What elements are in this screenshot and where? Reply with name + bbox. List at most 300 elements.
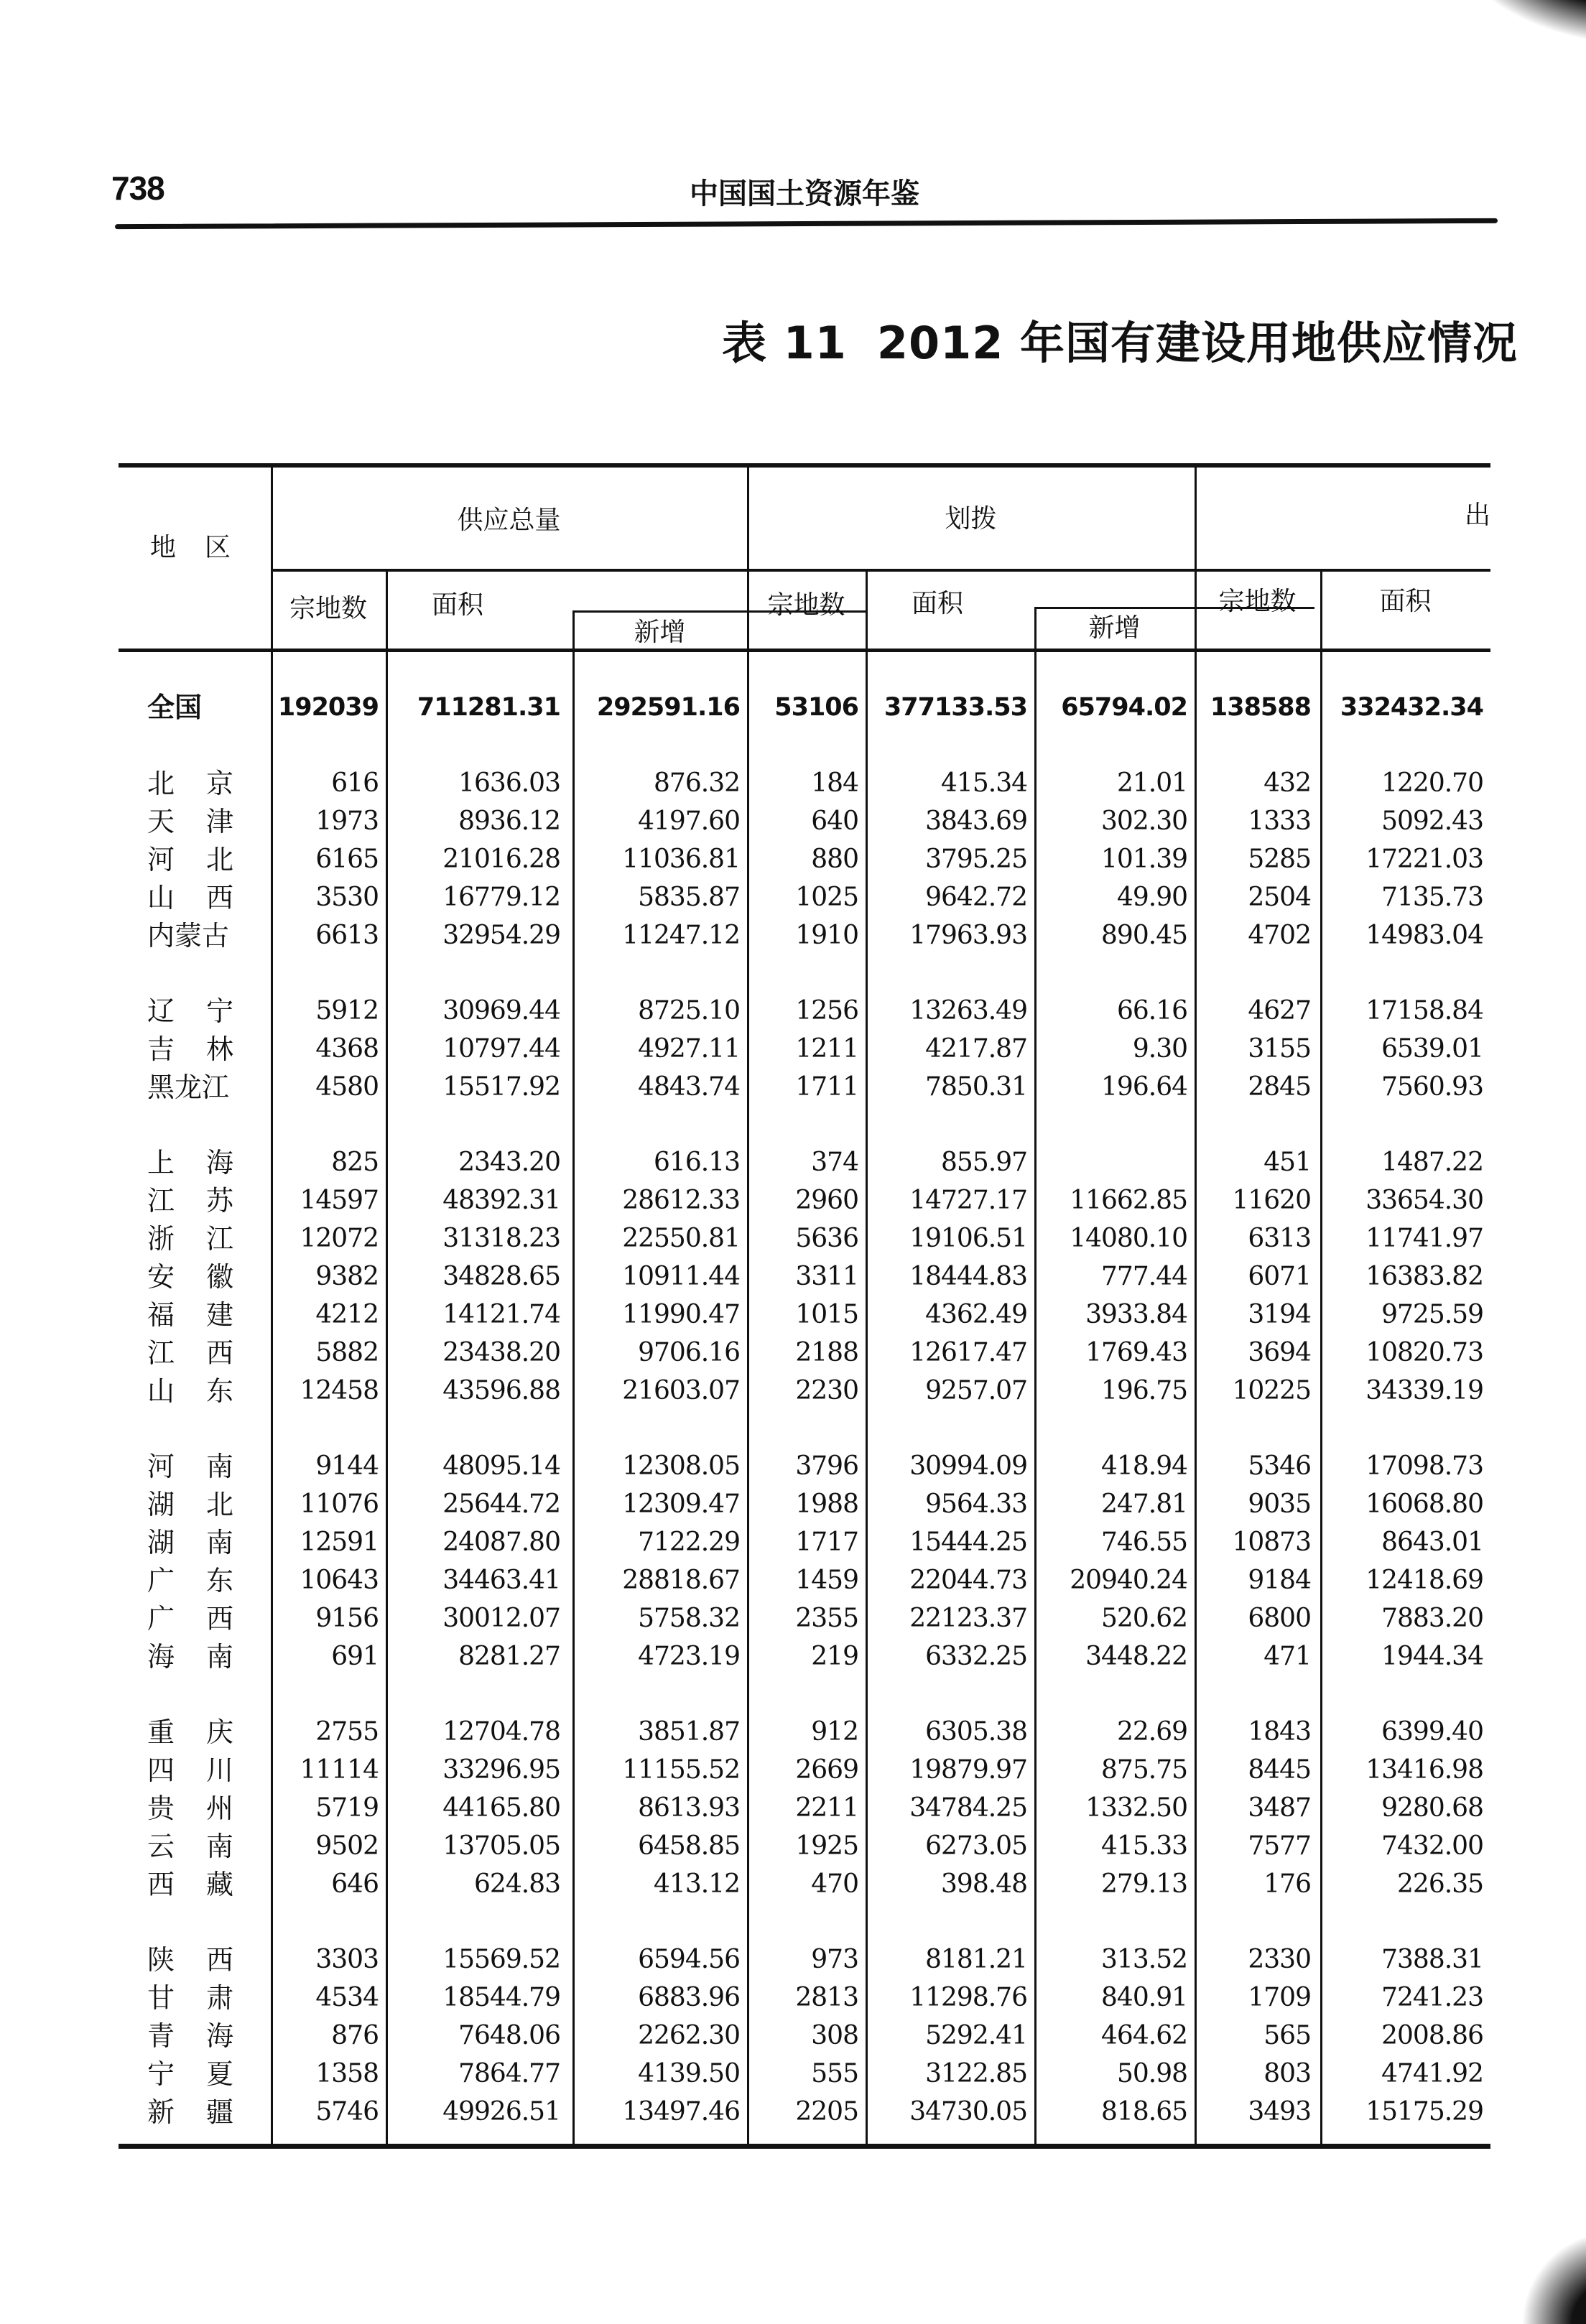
cell-transfer-parcels: 4627 bbox=[1248, 996, 1311, 1026]
region-column-header: 地区 bbox=[149, 533, 259, 562]
cell-allocation-new: 279.13 bbox=[1101, 1869, 1187, 1899]
cell-allocation-new: 3933.84 bbox=[1085, 1300, 1187, 1329]
cell-total-new: 6883.96 bbox=[638, 1983, 740, 2012]
cell-allocation-area: 4217.87 bbox=[925, 1034, 1027, 1064]
cell-transfer-parcels: 3155 bbox=[1248, 1034, 1311, 1064]
cell-transfer-parcels: 6071 bbox=[1248, 1262, 1311, 1291]
cell-allocation-parcels: 53106 bbox=[774, 693, 858, 722]
cell-total-area: 30969.44 bbox=[442, 996, 560, 1026]
cell-allocation-new: 247.81 bbox=[1101, 1489, 1187, 1519]
cell-total-area: 7864.77 bbox=[458, 2059, 560, 2088]
cell-total-parcels: 4212 bbox=[315, 1300, 379, 1329]
cell-allocation-new: 21.01 bbox=[1116, 768, 1187, 798]
region-name: 黑龙江 bbox=[147, 1072, 230, 1103]
cell-allocation-new: 520.62 bbox=[1101, 1604, 1187, 1633]
table-row bbox=[119, 1182, 1490, 1219]
cell-transfer-area: 7241.23 bbox=[1381, 1983, 1483, 2012]
cell-allocation-parcels: 308 bbox=[811, 2021, 858, 2050]
cell-allocation-area: 11298.76 bbox=[909, 1983, 1027, 2012]
cell-transfer-area: 6399.40 bbox=[1381, 1717, 1483, 1747]
table-row bbox=[119, 1031, 1490, 1068]
cell-allocation-parcels: 2211 bbox=[795, 1793, 858, 1823]
cell-allocation-area: 3843.69 bbox=[925, 807, 1027, 836]
table-row bbox=[119, 1486, 1490, 1523]
cell-total-new: 413.12 bbox=[654, 1869, 740, 1899]
data-table bbox=[119, 463, 1490, 2147]
table-row bbox=[119, 2055, 1490, 2093]
cell-transfer-area: 17098.73 bbox=[1365, 1451, 1483, 1481]
region-name: 辽 宁 bbox=[147, 995, 233, 1027]
cell-total-parcels: 4580 bbox=[315, 1072, 379, 1102]
cell-total-area: 711281.31 bbox=[417, 693, 560, 722]
subheader-parcel-count: 宗地数 bbox=[1218, 587, 1297, 616]
group-header-allocation: 划拨 bbox=[945, 504, 997, 534]
region-name: 吉 林 bbox=[147, 1033, 233, 1065]
cell-transfer-area: 7135.73 bbox=[1381, 883, 1483, 912]
cell-transfer-parcels: 1843 bbox=[1248, 1717, 1311, 1747]
cell-total-parcels: 616 bbox=[331, 768, 379, 798]
cell-total-parcels: 691 bbox=[331, 1642, 379, 1671]
cell-total-new: 6594.56 bbox=[638, 1945, 740, 1974]
region-name: 江 西 bbox=[147, 1337, 233, 1369]
cell-total-area: 1636.03 bbox=[458, 768, 560, 798]
table-title bbox=[722, 307, 1518, 371]
cell-total-new: 28612.33 bbox=[622, 1186, 740, 1215]
table-row bbox=[119, 1979, 1490, 2017]
table-row bbox=[119, 1941, 1490, 1979]
cell-total-parcels: 9382 bbox=[315, 1262, 379, 1291]
cell-total-area: 32954.29 bbox=[442, 921, 560, 950]
table-row-national-total bbox=[119, 689, 1490, 726]
cell-transfer-area: 16383.82 bbox=[1365, 1262, 1483, 1291]
cell-total-new: 876.32 bbox=[654, 768, 740, 798]
cell-allocation-parcels: 2669 bbox=[795, 1755, 858, 1785]
cell-allocation-area: 15444.25 bbox=[909, 1528, 1027, 1557]
cell-allocation-parcels: 1015 bbox=[795, 1300, 858, 1329]
region-name: 青 海 bbox=[147, 2020, 233, 2052]
region-name: 湖 南 bbox=[147, 1527, 233, 1558]
cell-total-area: 13705.05 bbox=[442, 1831, 560, 1861]
cell-total-area: 31318.23 bbox=[442, 1224, 560, 1253]
cell-allocation-area: 12617.47 bbox=[909, 1338, 1027, 1367]
cell-allocation-new: 313.52 bbox=[1101, 1945, 1187, 1974]
cell-allocation-parcels: 2230 bbox=[795, 1376, 858, 1405]
header-bottom-rule bbox=[119, 649, 1490, 652]
cell-allocation-area: 19879.97 bbox=[909, 1755, 1027, 1785]
cell-total-parcels: 192039 bbox=[277, 693, 379, 722]
subheader-parcel-count: 宗地数 bbox=[767, 590, 845, 620]
cell-total-area: 48095.14 bbox=[442, 1451, 560, 1481]
cell-allocation-parcels: 470 bbox=[811, 1869, 858, 1899]
cell-allocation-new: 418.94 bbox=[1101, 1451, 1187, 1481]
cell-total-area: 49926.51 bbox=[442, 2097, 560, 2127]
region-name: 北 京 bbox=[147, 768, 233, 799]
cell-allocation-area: 415.34 bbox=[941, 768, 1027, 798]
cell-allocation-new: 746.55 bbox=[1101, 1528, 1187, 1557]
table-row bbox=[119, 1220, 1490, 1258]
cell-total-new: 12308.05 bbox=[622, 1451, 740, 1481]
cell-allocation-area: 6332.25 bbox=[925, 1642, 1027, 1671]
cell-transfer-area: 7388.31 bbox=[1381, 1945, 1483, 1974]
table-row bbox=[119, 841, 1490, 878]
region-name: 重 庆 bbox=[147, 1716, 233, 1748]
cell-allocation-parcels: 2205 bbox=[795, 2097, 858, 2127]
cell-total-area: 12704.78 bbox=[442, 1717, 560, 1747]
cell-transfer-parcels: 2845 bbox=[1248, 1072, 1311, 1102]
cell-total-new: 8725.10 bbox=[638, 996, 740, 1026]
cell-transfer-parcels: 9035 bbox=[1248, 1489, 1311, 1519]
cell-transfer-parcels: 1333 bbox=[1248, 807, 1311, 836]
cell-allocation-parcels: 1025 bbox=[795, 883, 858, 912]
cell-total-area: 7648.06 bbox=[458, 2021, 560, 2050]
cell-transfer-area: 5092.43 bbox=[1381, 807, 1483, 836]
cell-total-area: 8281.27 bbox=[458, 1642, 560, 1671]
cell-allocation-area: 9564.33 bbox=[925, 1489, 1027, 1519]
cell-allocation-new: 415.33 bbox=[1101, 1831, 1187, 1861]
cell-transfer-parcels: 9184 bbox=[1248, 1566, 1311, 1595]
cell-allocation-area: 9642.72 bbox=[925, 883, 1027, 912]
cell-transfer-parcels: 432 bbox=[1263, 768, 1311, 798]
cell-allocation-parcels: 3796 bbox=[795, 1451, 858, 1481]
cell-transfer-area: 8643.01 bbox=[1381, 1528, 1483, 1557]
table-row bbox=[119, 1866, 1490, 1903]
cell-allocation-parcels: 912 bbox=[811, 1717, 858, 1747]
cell-transfer-area: 9725.59 bbox=[1381, 1300, 1483, 1329]
table-row bbox=[119, 917, 1490, 954]
cell-total-area: 34463.41 bbox=[442, 1566, 560, 1595]
table-row bbox=[119, 1258, 1490, 1296]
region-name: 宁 夏 bbox=[147, 2058, 233, 2090]
region-name: 江 苏 bbox=[147, 1185, 233, 1217]
cell-allocation-parcels: 1925 bbox=[795, 1831, 858, 1861]
table-row bbox=[119, 1524, 1490, 1561]
cell-total-parcels: 5746 bbox=[315, 2097, 379, 2127]
region-name: 海 南 bbox=[147, 1641, 233, 1673]
running-header: 中国国土资源年鉴 bbox=[690, 177, 919, 210]
table-row bbox=[119, 2093, 1490, 2131]
cell-transfer-parcels: 3493 bbox=[1248, 2097, 1311, 2127]
cell-total-new: 616.13 bbox=[654, 1148, 740, 1177]
cell-total-area: 21016.28 bbox=[442, 845, 560, 874]
cell-allocation-area: 398.48 bbox=[941, 1869, 1027, 1899]
cell-total-area: 48392.31 bbox=[442, 1186, 560, 1215]
region-name: 西 藏 bbox=[147, 1869, 233, 1900]
cell-total-area: 23438.20 bbox=[442, 1338, 560, 1367]
cell-total-parcels: 12072 bbox=[300, 1224, 379, 1253]
cell-total-new: 4927.11 bbox=[638, 1034, 740, 1064]
region-name: 湖 北 bbox=[147, 1489, 233, 1520]
cell-total-new: 11155.52 bbox=[622, 1755, 740, 1785]
cell-allocation-area: 3122.85 bbox=[925, 2059, 1027, 2088]
cell-total-area: 10797.44 bbox=[442, 1034, 560, 1064]
cell-transfer-parcels: 3487 bbox=[1248, 1793, 1311, 1823]
cell-total-new: 12309.47 bbox=[622, 1489, 740, 1519]
cell-allocation-area: 22044.73 bbox=[909, 1566, 1027, 1595]
group-header-transfer-truncated: 出 bbox=[1464, 501, 1490, 530]
subheader-area: 面积 bbox=[431, 590, 483, 620]
cell-total-new: 10911.44 bbox=[622, 1262, 740, 1291]
cell-total-new: 5835.87 bbox=[638, 883, 740, 912]
cell-total-parcels: 5719 bbox=[315, 1793, 379, 1823]
cell-total-new: 4843.74 bbox=[638, 1072, 740, 1102]
cell-allocation-area: 855.97 bbox=[941, 1148, 1027, 1177]
cell-total-new: 4139.50 bbox=[638, 2059, 740, 2088]
cell-allocation-parcels: 374 bbox=[811, 1148, 858, 1177]
subheader-new: 新增 bbox=[634, 618, 686, 647]
cell-transfer-parcels: 3694 bbox=[1248, 1338, 1311, 1367]
table-row bbox=[119, 2017, 1490, 2055]
cell-transfer-area: 34339.19 bbox=[1365, 1376, 1483, 1405]
subheader-new: 新增 bbox=[1088, 613, 1141, 643]
cell-total-new: 9706.16 bbox=[638, 1338, 740, 1367]
cell-allocation-area: 22123.37 bbox=[909, 1604, 1027, 1633]
cell-allocation-new: 840.91 bbox=[1101, 1983, 1187, 2012]
cell-total-area: 16779.12 bbox=[442, 883, 560, 912]
cell-transfer-parcels: 2504 bbox=[1248, 883, 1311, 912]
table-row bbox=[119, 1714, 1490, 1751]
cell-transfer-area: 4741.92 bbox=[1381, 2059, 1483, 2088]
cell-allocation-area: 34730.05 bbox=[909, 2097, 1027, 2127]
cell-total-parcels: 12458 bbox=[300, 1376, 379, 1405]
cell-transfer-area: 7560.93 bbox=[1381, 1072, 1483, 1102]
region-name: 福 建 bbox=[147, 1299, 233, 1331]
cell-allocation-new: 302.30 bbox=[1101, 807, 1187, 836]
cell-total-parcels: 825 bbox=[331, 1148, 379, 1177]
cell-transfer-parcels: 138588 bbox=[1210, 693, 1311, 722]
cell-allocation-parcels: 1211 bbox=[795, 1034, 858, 1064]
cell-allocation-parcels: 5636 bbox=[795, 1224, 858, 1253]
region-name: 甘 肃 bbox=[147, 1982, 233, 2014]
cell-allocation-new: 890.45 bbox=[1101, 921, 1187, 950]
header-rule bbox=[115, 218, 1498, 229]
cell-total-parcels: 4534 bbox=[315, 1983, 379, 2012]
cell-total-parcels: 5882 bbox=[315, 1338, 379, 1367]
cell-transfer-parcels: 451 bbox=[1263, 1148, 1311, 1177]
cell-transfer-parcels: 803 bbox=[1263, 2059, 1311, 2088]
cell-transfer-parcels: 7577 bbox=[1248, 1831, 1311, 1861]
cell-transfer-area: 6539.01 bbox=[1381, 1034, 1483, 1064]
cell-transfer-area: 17158.84 bbox=[1365, 996, 1483, 1026]
cell-transfer-area: 7883.20 bbox=[1381, 1604, 1483, 1633]
subheader-parcel-count: 宗地数 bbox=[289, 594, 367, 623]
cell-transfer-parcels: 10873 bbox=[1232, 1528, 1311, 1557]
cell-total-parcels: 12591 bbox=[300, 1528, 379, 1557]
cell-total-parcels: 1358 bbox=[315, 2059, 379, 2088]
cell-allocation-new: 22.69 bbox=[1116, 1717, 1187, 1747]
region-name: 内蒙古 bbox=[147, 920, 230, 952]
cell-total-new: 5758.32 bbox=[638, 1604, 740, 1633]
table-row bbox=[119, 1752, 1490, 1789]
cell-total-new: 4197.60 bbox=[638, 807, 740, 836]
cell-total-parcels: 9502 bbox=[315, 1831, 379, 1861]
cell-total-area: 33296.95 bbox=[442, 1755, 560, 1785]
cell-transfer-area: 1220.70 bbox=[1381, 768, 1483, 798]
table-number: 表 11 bbox=[722, 317, 847, 369]
cell-total-parcels: 3530 bbox=[315, 883, 379, 912]
cell-allocation-new: 464.62 bbox=[1101, 2021, 1187, 2050]
cell-allocation-area: 30994.09 bbox=[909, 1451, 1027, 1481]
cell-allocation-parcels: 973 bbox=[811, 1945, 858, 1974]
cell-total-new: 11247.12 bbox=[622, 921, 740, 950]
cell-allocation-parcels: 880 bbox=[811, 845, 858, 874]
cell-allocation-parcels: 555 bbox=[811, 2059, 858, 2088]
region-name: 云 南 bbox=[147, 1831, 233, 1862]
cell-allocation-area: 6273.05 bbox=[925, 1831, 1027, 1861]
cell-transfer-parcels: 8445 bbox=[1248, 1755, 1311, 1785]
cell-allocation-new: 20940.24 bbox=[1070, 1566, 1187, 1595]
cell-transfer-area: 15175.29 bbox=[1365, 2097, 1483, 2127]
cell-allocation-area: 9257.07 bbox=[925, 1376, 1027, 1405]
table-row bbox=[119, 1638, 1490, 1675]
cell-total-area: 18544.79 bbox=[442, 1983, 560, 2012]
cell-total-parcels: 3303 bbox=[315, 1945, 379, 1974]
region-name: 河 南 bbox=[147, 1451, 233, 1482]
cell-allocation-parcels: 219 bbox=[811, 1642, 858, 1671]
cell-allocation-area: 6305.38 bbox=[925, 1717, 1027, 1747]
page-number: 738 bbox=[111, 169, 164, 207]
cell-total-area: 25644.72 bbox=[442, 1489, 560, 1519]
cell-total-new: 7122.29 bbox=[638, 1528, 740, 1557]
group-header-total-supply: 供应总量 bbox=[457, 506, 561, 535]
cell-total-parcels: 9144 bbox=[315, 1451, 379, 1481]
table-row bbox=[119, 1334, 1490, 1372]
cell-allocation-parcels: 2188 bbox=[795, 1338, 858, 1367]
cell-allocation-parcels: 1256 bbox=[795, 996, 858, 1026]
cell-transfer-area: 2008.86 bbox=[1381, 2021, 1483, 2050]
cell-total-area: 44165.80 bbox=[442, 1793, 560, 1823]
cell-allocation-new: 777.44 bbox=[1101, 1262, 1187, 1291]
cell-total-parcels: 5912 bbox=[315, 996, 379, 1026]
cell-total-new: 2262.30 bbox=[638, 2021, 740, 2050]
cell-total-parcels: 876 bbox=[331, 2021, 379, 2050]
cell-transfer-area: 226.35 bbox=[1397, 1869, 1483, 1899]
cell-allocation-new: 50.98 bbox=[1116, 2059, 1187, 2088]
cell-total-parcels: 9156 bbox=[315, 1604, 379, 1633]
cell-allocation-new: 196.75 bbox=[1101, 1376, 1187, 1405]
region-name: 广 东 bbox=[147, 1565, 233, 1596]
cell-transfer-area: 14983.04 bbox=[1365, 921, 1483, 950]
table-row bbox=[119, 1562, 1490, 1599]
cell-allocation-area: 17963.93 bbox=[909, 921, 1027, 950]
group-header-rule bbox=[271, 569, 1490, 572]
cell-total-area: 43596.88 bbox=[442, 1376, 560, 1405]
cell-allocation-new: 1332.50 bbox=[1085, 1793, 1187, 1823]
cell-allocation-parcels: 3311 bbox=[795, 1262, 858, 1291]
cell-allocation-parcels: 1711 bbox=[795, 1072, 858, 1102]
scan-corner-shadow bbox=[1435, 0, 1586, 47]
cell-total-parcels: 6165 bbox=[315, 845, 379, 874]
cell-transfer-area: 16068.80 bbox=[1365, 1489, 1483, 1519]
cell-total-parcels: 1973 bbox=[315, 807, 379, 836]
cell-transfer-parcels: 2330 bbox=[1248, 1945, 1311, 1974]
cell-transfer-parcels: 4702 bbox=[1248, 921, 1311, 950]
table-row bbox=[119, 1600, 1490, 1637]
cell-total-new: 11990.47 bbox=[622, 1300, 740, 1329]
region-name: 全国 bbox=[147, 692, 203, 723]
region-name: 四 川 bbox=[147, 1754, 233, 1786]
cell-total-parcels: 6613 bbox=[315, 921, 379, 950]
cell-allocation-parcels: 2813 bbox=[795, 1983, 858, 2012]
cell-allocation-new: 3448.22 bbox=[1085, 1642, 1187, 1671]
subheader-area: 面积 bbox=[1379, 587, 1432, 616]
cell-allocation-parcels: 1988 bbox=[795, 1489, 858, 1519]
cell-total-parcels: 2755 bbox=[315, 1717, 379, 1747]
cell-transfer-area: 1944.34 bbox=[1381, 1642, 1483, 1671]
cell-allocation-parcels: 184 bbox=[811, 768, 858, 798]
subheader-area: 面积 bbox=[911, 589, 963, 618]
cell-transfer-area: 332432.34 bbox=[1340, 693, 1483, 722]
cell-allocation-area: 8181.21 bbox=[925, 1945, 1027, 1974]
cell-transfer-area: 33654.30 bbox=[1365, 1186, 1483, 1215]
table-row bbox=[119, 1144, 1490, 1181]
region-name: 广 西 bbox=[147, 1603, 233, 1635]
cell-total-area: 34828.65 bbox=[442, 1262, 560, 1291]
cell-transfer-area: 7432.00 bbox=[1381, 1831, 1483, 1861]
cell-transfer-parcels: 6800 bbox=[1248, 1604, 1311, 1633]
cell-transfer-area: 9280.68 bbox=[1381, 1793, 1483, 1823]
region-name: 陕 西 bbox=[147, 1944, 233, 1976]
cell-transfer-parcels: 176 bbox=[1263, 1869, 1311, 1899]
cell-total-new: 292591.16 bbox=[596, 693, 740, 722]
table-row bbox=[119, 1296, 1490, 1334]
region-name: 天 津 bbox=[147, 806, 233, 837]
cell-transfer-area: 17221.03 bbox=[1365, 845, 1483, 874]
cell-transfer-parcels: 10225 bbox=[1232, 1376, 1311, 1405]
table-row bbox=[119, 993, 1490, 1030]
cell-allocation-area: 14727.17 bbox=[909, 1186, 1027, 1215]
cell-allocation-new: 65794.02 bbox=[1061, 693, 1187, 722]
cell-allocation-area: 377133.53 bbox=[884, 693, 1027, 722]
region-name: 山 东 bbox=[147, 1375, 233, 1407]
cell-total-new: 4723.19 bbox=[638, 1642, 740, 1671]
table-row bbox=[119, 1448, 1490, 1485]
cell-allocation-new: 101.39 bbox=[1101, 845, 1187, 874]
table-row bbox=[119, 1372, 1490, 1410]
cell-total-parcels: 10643 bbox=[300, 1566, 379, 1595]
cell-total-new: 6458.85 bbox=[638, 1831, 740, 1861]
cell-allocation-new: 818.65 bbox=[1101, 2097, 1187, 2127]
cell-allocation-parcels: 2355 bbox=[795, 1604, 858, 1633]
region-name: 浙 江 bbox=[147, 1223, 233, 1255]
cell-total-area: 15517.92 bbox=[442, 1072, 560, 1102]
cell-allocation-area: 5292.41 bbox=[925, 2021, 1027, 2050]
cell-allocation-area: 4362.49 bbox=[925, 1300, 1027, 1329]
cell-transfer-parcels: 3194 bbox=[1248, 1300, 1311, 1329]
cell-total-parcels: 14597 bbox=[300, 1186, 379, 1215]
cell-allocation-new: 196.64 bbox=[1101, 1072, 1187, 1102]
cell-allocation-area: 34784.25 bbox=[909, 1793, 1027, 1823]
region-name: 山 西 bbox=[147, 882, 233, 914]
cell-allocation-area: 13263.49 bbox=[909, 996, 1027, 1026]
region-name: 上 海 bbox=[147, 1147, 233, 1179]
cell-transfer-area: 10820.73 bbox=[1365, 1338, 1483, 1367]
cell-allocation-area: 3795.25 bbox=[925, 845, 1027, 874]
cell-total-parcels: 4368 bbox=[315, 1034, 379, 1064]
cell-total-new: 13497.46 bbox=[622, 2097, 740, 2127]
cell-total-new: 11036.81 bbox=[622, 845, 740, 874]
cell-total-parcels: 646 bbox=[331, 1869, 379, 1899]
cell-transfer-parcels: 471 bbox=[1263, 1642, 1311, 1671]
cell-total-area: 2343.20 bbox=[458, 1148, 560, 1177]
table-row bbox=[119, 803, 1490, 840]
cell-transfer-area: 1487.22 bbox=[1381, 1148, 1483, 1177]
cell-transfer-parcels: 565 bbox=[1263, 2021, 1311, 2050]
cell-allocation-new: 9.30 bbox=[1132, 1034, 1187, 1064]
table-title-text: 2012 年国有建设用地供应情况 bbox=[876, 317, 1518, 369]
cell-allocation-new: 11662.85 bbox=[1070, 1186, 1187, 1215]
cell-transfer-area: 11741.97 bbox=[1365, 1224, 1483, 1253]
cell-total-new: 22550.81 bbox=[622, 1224, 740, 1253]
